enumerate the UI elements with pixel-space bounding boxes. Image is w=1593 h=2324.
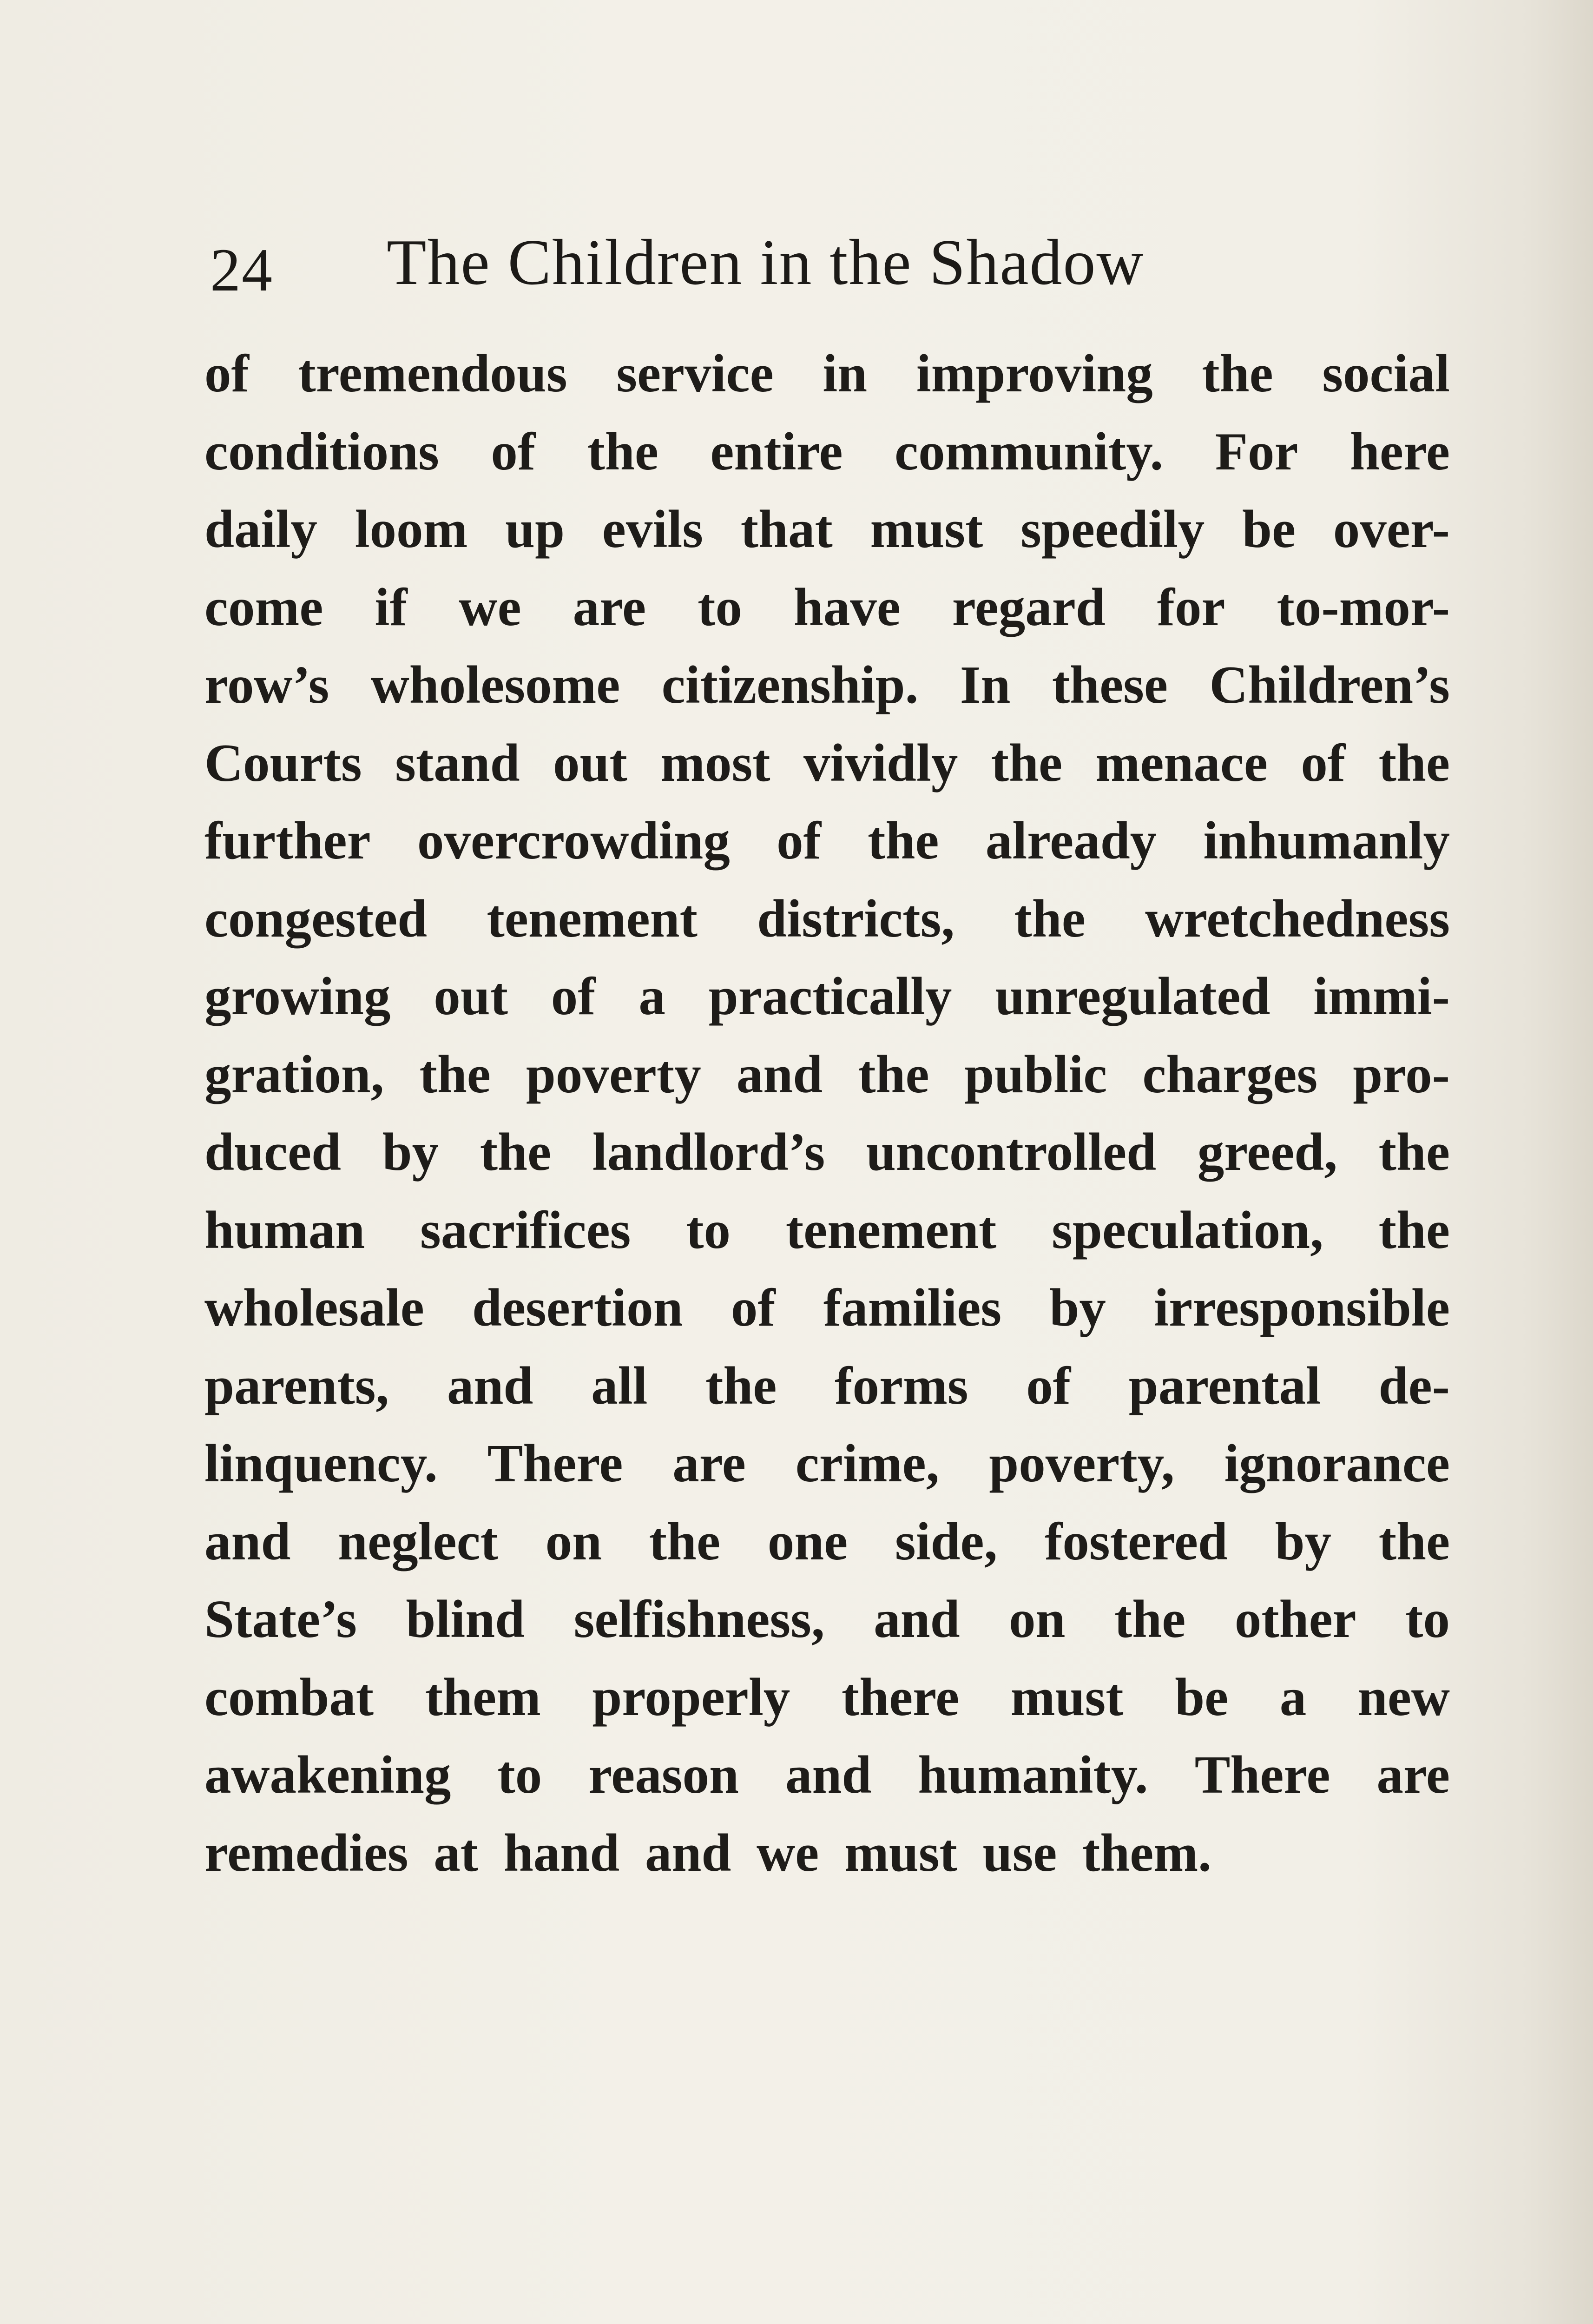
text-line: human sacrifices to tenement speculation, the xyxy=(204,1200,1450,1260)
text-line: combat them properly there must be a new xyxy=(204,1667,1450,1727)
text-line: growing out of a practically unregulated immi- xyxy=(204,967,1450,1026)
text-line: of tremendous service in improving the social xyxy=(204,344,1450,403)
text-line: remedies at hand and we must use them. xyxy=(204,1823,1211,1882)
text-line: duced by the landlord’s uncontrolled greed, the xyxy=(204,1122,1450,1182)
text-line: row’s wholesome citizenship. In these Children’s xyxy=(204,655,1450,714)
text-line: awakening to reason and humanity. There are xyxy=(204,1745,1450,1804)
text-line: come if we are to have regard for to-mor- xyxy=(204,577,1450,637)
text-line: linquency. There are crime, poverty, ignorance xyxy=(204,1434,1450,1493)
text-line: congested tenement districts, the wretchedness xyxy=(204,889,1450,948)
text-line: daily loom up evils that must speedily be over- xyxy=(204,500,1450,559)
text-line: gration, the poverty and the public charges pro- xyxy=(204,1044,1450,1104)
text-line: State’s blind selfishness, and on the other to xyxy=(204,1590,1450,1649)
page-header xyxy=(210,218,1288,307)
text-line: and neglect on the one side, fostered by the xyxy=(204,1512,1450,1571)
text-line: further overcrowding of the already inhumanly xyxy=(204,811,1450,870)
text-line: parents, and all the forms of parental de- xyxy=(204,1356,1450,1415)
text-line: wholesale desertion of families by irresponsible xyxy=(204,1278,1450,1337)
body-paragraph xyxy=(204,335,1450,1892)
text-line: Courts stand out most vividly the menace of the xyxy=(204,733,1450,792)
page-number: 24 xyxy=(210,236,273,304)
text-line: conditions of the entire community. For here xyxy=(204,422,1450,481)
running-title: The Children in the Shadow xyxy=(387,226,1145,298)
